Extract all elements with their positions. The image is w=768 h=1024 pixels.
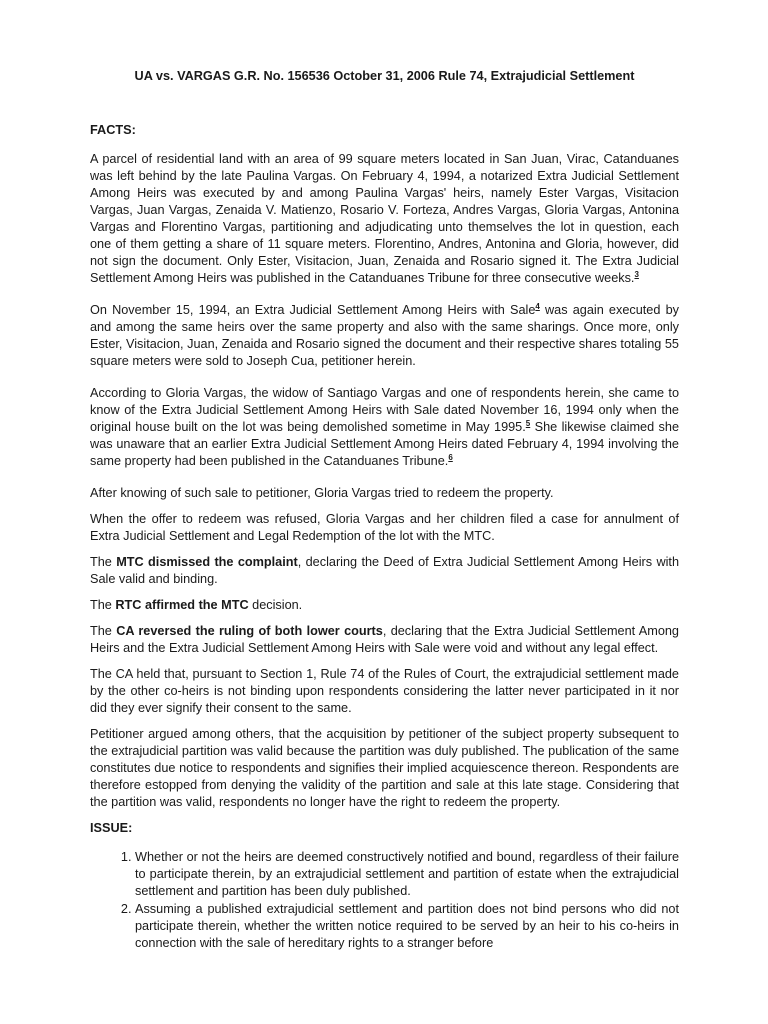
- footnote-ref-5[interactable]: 5: [525, 418, 531, 428]
- facts-paragraph-2: On November 15, 1994, an Extra Judicial Settlement Among Heirs with Sale$^4$ was again executed by and among the same heirs over the same property and also with the same sharings. Once more, only Ester, Visitacion, Juan, Zenaida and Rosario signed the document and their respective shares totaling 55 square meters were sold to Joseph Cua, petitioner herein.: [90, 301, 679, 368]
- ca-held-paragraph: The CA held that, pursuant to Section 1, Rule 74 of the Rules of Court, the extrajudicial settlement made by the other co-heirs is not binding upon respondents considering the latter never participated in it nor did they ever signify their consent to the same.: [90, 667, 679, 715]
- ca-ruling-paragraph: The CA reversed the ruling of both lower courts, declaring that the Extra Judicial Settlement Among Heirs and the Extra Judicial Settlement Among Heirs with Sale were void and without any legal effect.: [90, 624, 679, 655]
- footnote-ref-4[interactable]: 4: [535, 301, 540, 311]
- petitioner-argument-paragraph: Petitioner argued among others, that the acquisition by petitioner of the subject property subsequent to the extrajudicial partition was valid because the partition was duly published. The publication of the same constitutes due notice to respondents and signifies their implied acquiescence thereon. Respondents are therefore estopped from denying the validity of the partition and sale at this late stage. Considering that the partition was valid, respondents no longer have the right to redeem the property.: [90, 727, 679, 809]
- footnote-ref-3[interactable]: 3: [634, 269, 639, 279]
- facts-heading: FACTS:: [90, 123, 136, 137]
- footnote-ref-6[interactable]: 6: [448, 452, 453, 462]
- issues-list: [90, 849, 679, 952]
- facts-paragraph-5: When the offer to redeem was refused, Gloria Vargas and her children filed a case for annulment of Extra Judicial Settlement and Legal Redemption of the lot with the MTC.: [90, 512, 679, 543]
- document-title: UA vs. VARGAS G.R. No. 156536 October 31, 2006 Rule 74, Extrajudicial Settlement: [134, 69, 635, 83]
- mtc-ruling-paragraph: The MTC dismissed the complaint, declaring the Deed of Extra Judicial Settlement Among Heirs with Sale valid and binding.: [90, 555, 680, 586]
- facts-paragraph-3: According to Gloria Vargas, the widow of Santiago Vargas and one of respondents herein, she came to know of the Extra Judicial Settlement Among Heirs with Sale dated November 16, 1994 only when the original house built on the lot was being demolished sometime in May 1995.$^5$ She likewise claimed she was unaware that an earlier Extra Judicial Settlement Among Heirs dated February 4, 1994 involving the same property had been published in the Catanduanes Tribune.$^6$: [90, 386, 679, 468]
- document-page: [90, 68, 679, 953]
- rtc-ruling-paragraph: The RTC affirmed the MTC decision.: [90, 598, 303, 612]
- issue-item-2: 2. Assuming a published extrajudicial settlement and partition does not bind persons who did not participate therein, whether the written notice required to be served by an heir to his co-heirs in connection with the sale of hereditary rights to a stranger before: [135, 901, 679, 952]
- facts-paragraph-4: After knowing of such sale to petitioner, Gloria Vargas tried to redeem the property.: [90, 486, 554, 500]
- facts-paragraph-1: A parcel of residential land with an area of 99 square meters located in San Juan, Virac, Catanduanes was left behind by the late Paulina Vargas. On February 4, 1994, a notarized Extra Judicial Settlement Among Heirs was executed by and among Paulina Vargas' heirs, namely Ester Vargas, Visitacion Vargas, Juan Vargas, Zenaida V. Matienzo, Rosario V. Forteza, Andres Vargas, Gloria Vargas, Antonina Vargas and Florentino Vargas, partitioning and adjudicating unto themselves the lot in question, each one of them getting a share of 11 square meters. Florentino, Andres, Antonina and Gloria, however, did not sign the document. Only Ester, Visitacion, Juan, Zenaida and Rosario signed it. The Extra Judicial Settlement Among Heirs was published in the Catanduanes Tribune for three consecutive weeks.$^3$: [90, 152, 679, 285]
- issue-item-1: 1. Whether or not the heirs are deemed constructively notified and bound, regardless of their failure to participate therein, by an extrajudicial settlement and partition of estate when the extrajudicial settlement and partition has been duly published.: [135, 849, 679, 900]
- issue-heading: ISSUE:: [90, 821, 133, 835]
